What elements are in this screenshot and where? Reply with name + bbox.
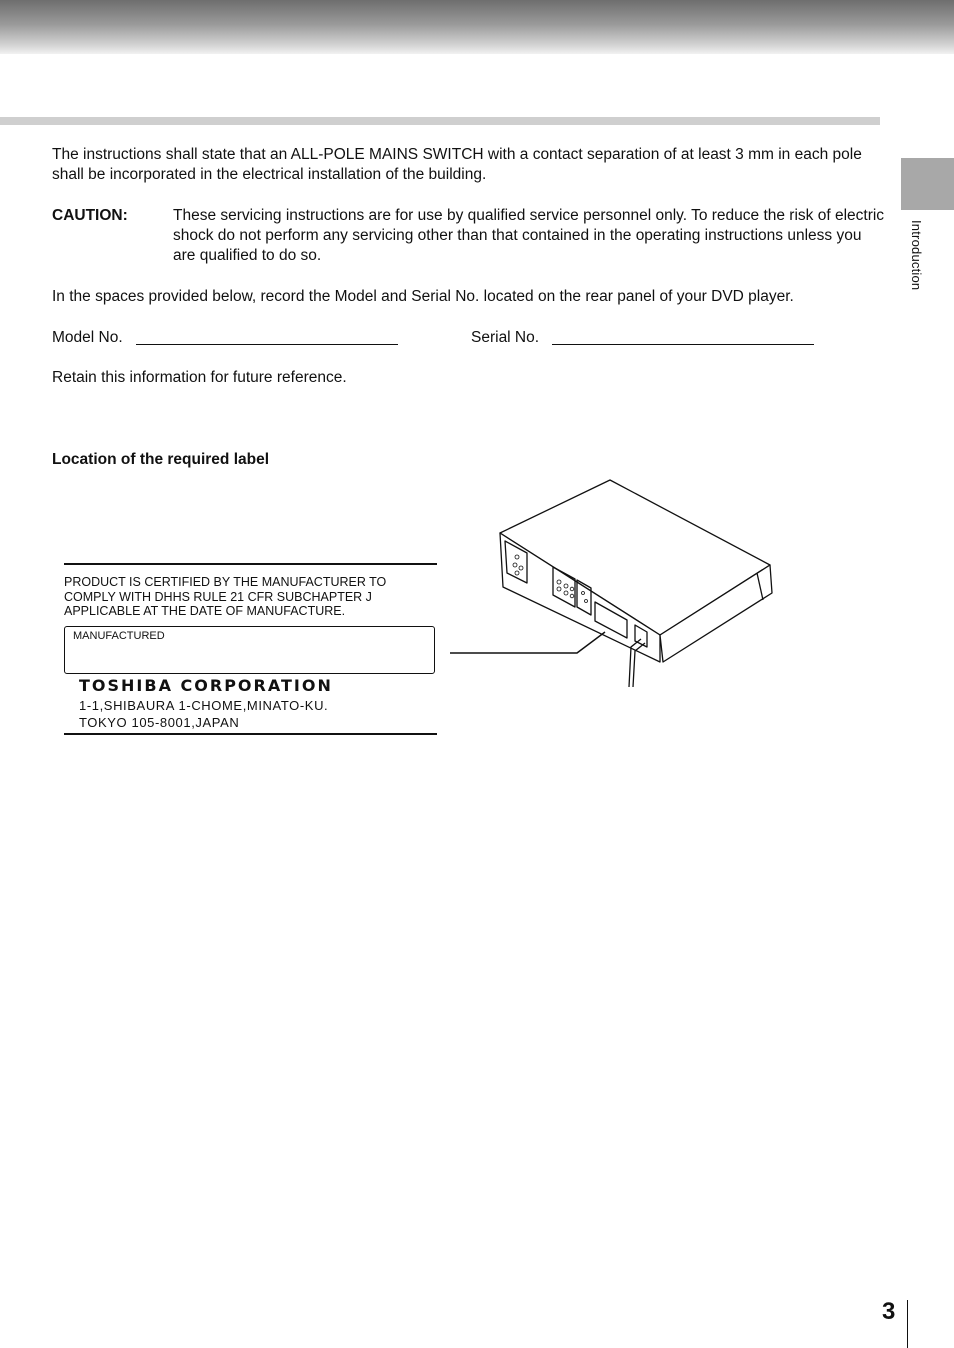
dvd-player-rear-illustration	[445, 475, 785, 700]
side-tab-marker	[901, 158, 954, 210]
section-rule	[0, 117, 880, 125]
serial-no-label: Serial No.	[471, 329, 540, 346]
caution-label: CAUTION:	[52, 207, 128, 224]
paragraph-record-model: In the spaces provided below, record the Model and Serial No. located on the rear panel of your DVD player.	[52, 288, 794, 305]
paragraph-mains-switch: The instructions shall state that an ALL-POLE MAINS SWITCH with a contact separation of at least 3 mm in each pole shall be incorporated in the electrical installation of the building.	[52, 146, 862, 183]
corporation-name: TOSHIBA CORPORATION	[79, 676, 333, 695]
page-number: 3	[882, 1298, 896, 1325]
manufactured-text: MANUFACTURED	[73, 630, 165, 642]
page-number-rule	[907, 1300, 908, 1348]
side-tab-label: Introduction	[909, 220, 924, 291]
certification-text: PRODUCT IS CERTIFIED BY THE MANUFACTURER TO COMPLY WITH DHHS RULE 21 CFR SUBCHAPTER J APPLICABLE AT THE DATE OF MANUFACTURE.	[64, 575, 387, 618]
certification-label	[64, 563, 437, 735]
address-line-2: TOKYO 105-8001,JAPAN	[79, 715, 240, 730]
serial-no-line	[552, 344, 814, 345]
address-line-1: 1-1,SHIBAURA 1-CHOME,MINATO-KU.	[79, 698, 329, 713]
manufactured-box	[64, 626, 435, 674]
header-band	[0, 0, 954, 54]
section-heading: Location of the required label	[52, 451, 270, 468]
model-no-label: Model No.	[52, 329, 123, 346]
caution-text: These servicing instructions are for use by qualified service personnel only. To reduce the risk of electric shock do not perform any servicing other than that contained in the operating instructions unless you are qualified to do so.	[173, 207, 885, 264]
model-no-line	[136, 344, 398, 345]
paragraph-retain: Retain this information for future reference.	[52, 369, 347, 386]
